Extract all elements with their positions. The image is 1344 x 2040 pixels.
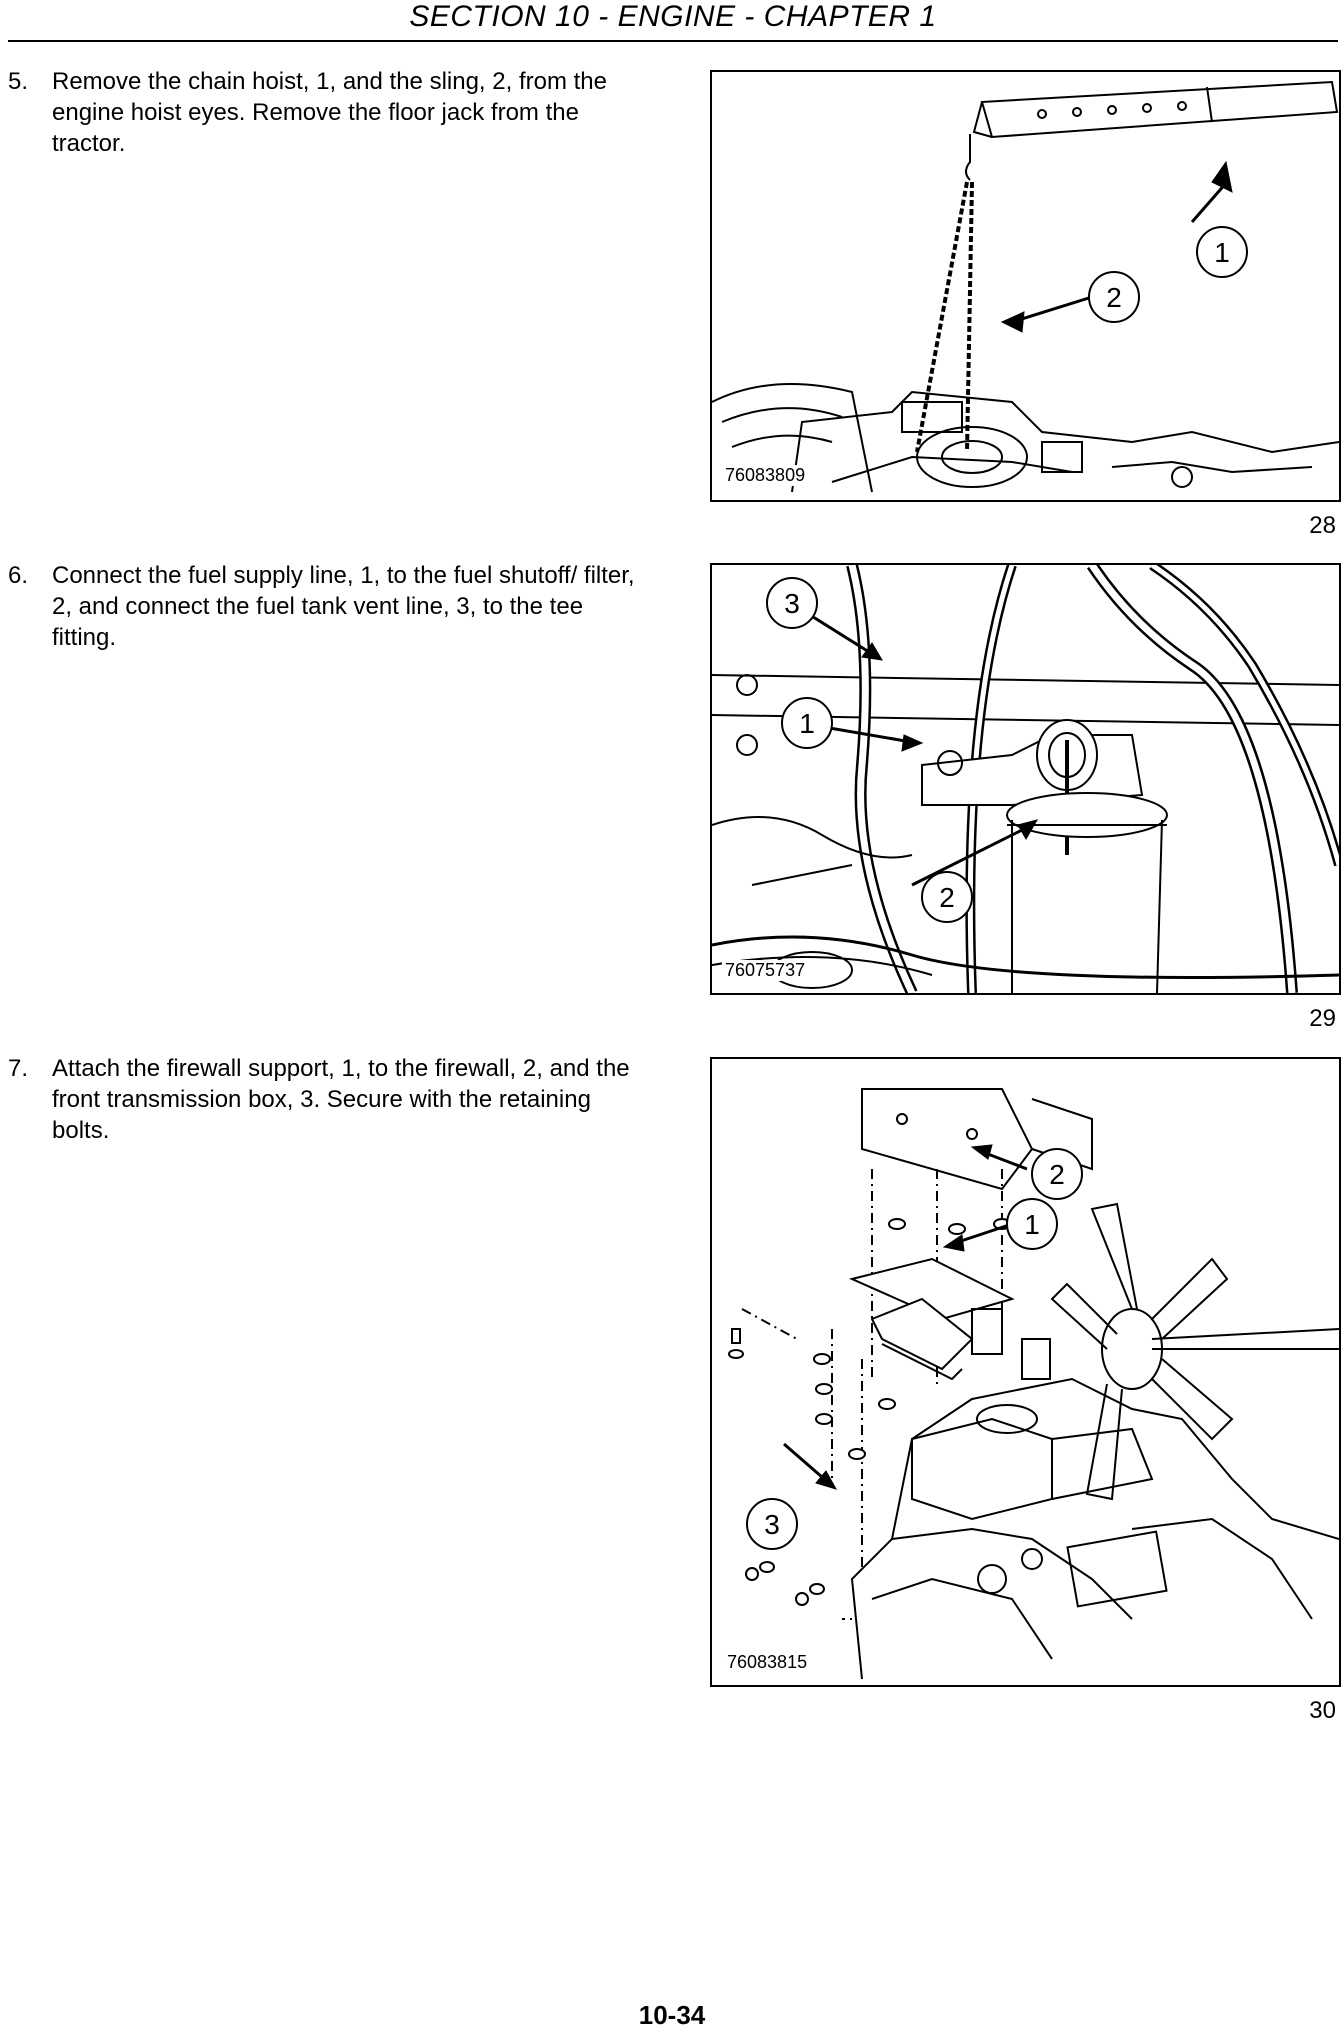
svg-text:3: 3 (784, 588, 800, 619)
section-title: SECTION 10 - ENGINE - CHAPTER 1 (409, 0, 937, 33)
callout-2 (1089, 272, 1139, 322)
figure-code: 76083809 (722, 465, 808, 486)
figure-28-chain-hoist (710, 70, 1341, 502)
page-header (8, 0, 1338, 42)
step-number: 5. (8, 68, 29, 95)
svg-text:2: 2 (1106, 282, 1122, 313)
step-number: 6. (8, 562, 29, 589)
callout-1 (782, 698, 832, 748)
figure-30-firewall-support (710, 1057, 1341, 1687)
fuel-filter-illustration (712, 565, 1339, 993)
step-text: Attach the firewall support, 1, to the firewall, 2, and the front transmission box, 3. Secure with the retaining bolts. (52, 1055, 630, 1144)
step-6 (8, 560, 648, 653)
svg-text:1: 1 (799, 708, 815, 739)
step-text: Connect the fuel supply line, 1, to the fuel shutoff/ filter, 2, and connect the fuel tank vent line, 3, to the tee fitting. (52, 562, 635, 651)
figure-number: 29 (1309, 1005, 1336, 1032)
callout-3 (767, 578, 817, 628)
firewall-support-illustration (712, 1059, 1339, 1685)
step-5 (8, 66, 648, 159)
page-number: 10-34 (638, 2000, 706, 2030)
svg-text:1: 1 (1214, 237, 1230, 268)
svg-text:2: 2 (939, 882, 955, 913)
svg-text:3: 3 (764, 1509, 780, 1540)
figure-number: 30 (1309, 1697, 1336, 1724)
figure-number: 28 (1309, 512, 1336, 539)
callout-1 (1007, 1199, 1057, 1249)
svg-text:1: 1 (1024, 1209, 1040, 1240)
callout-1 (1197, 227, 1247, 277)
callout-2 (1032, 1149, 1082, 1199)
figure-code: 76075737 (722, 960, 808, 981)
step-7 (8, 1053, 648, 1146)
svg-text:2: 2 (1049, 1159, 1065, 1190)
figure-code: 76083815 (724, 1652, 810, 1673)
callout-3 (747, 1499, 797, 1549)
chain-hoist-illustration (712, 72, 1339, 500)
step-text: Remove the chain hoist, 1, and the sling, 2, from the engine hoist eyes. Remove the floor jack from the tractor. (52, 68, 607, 157)
figure-29-fuel-filter (710, 563, 1341, 995)
step-number: 7. (8, 1055, 29, 1082)
callout-2 (922, 872, 972, 922)
